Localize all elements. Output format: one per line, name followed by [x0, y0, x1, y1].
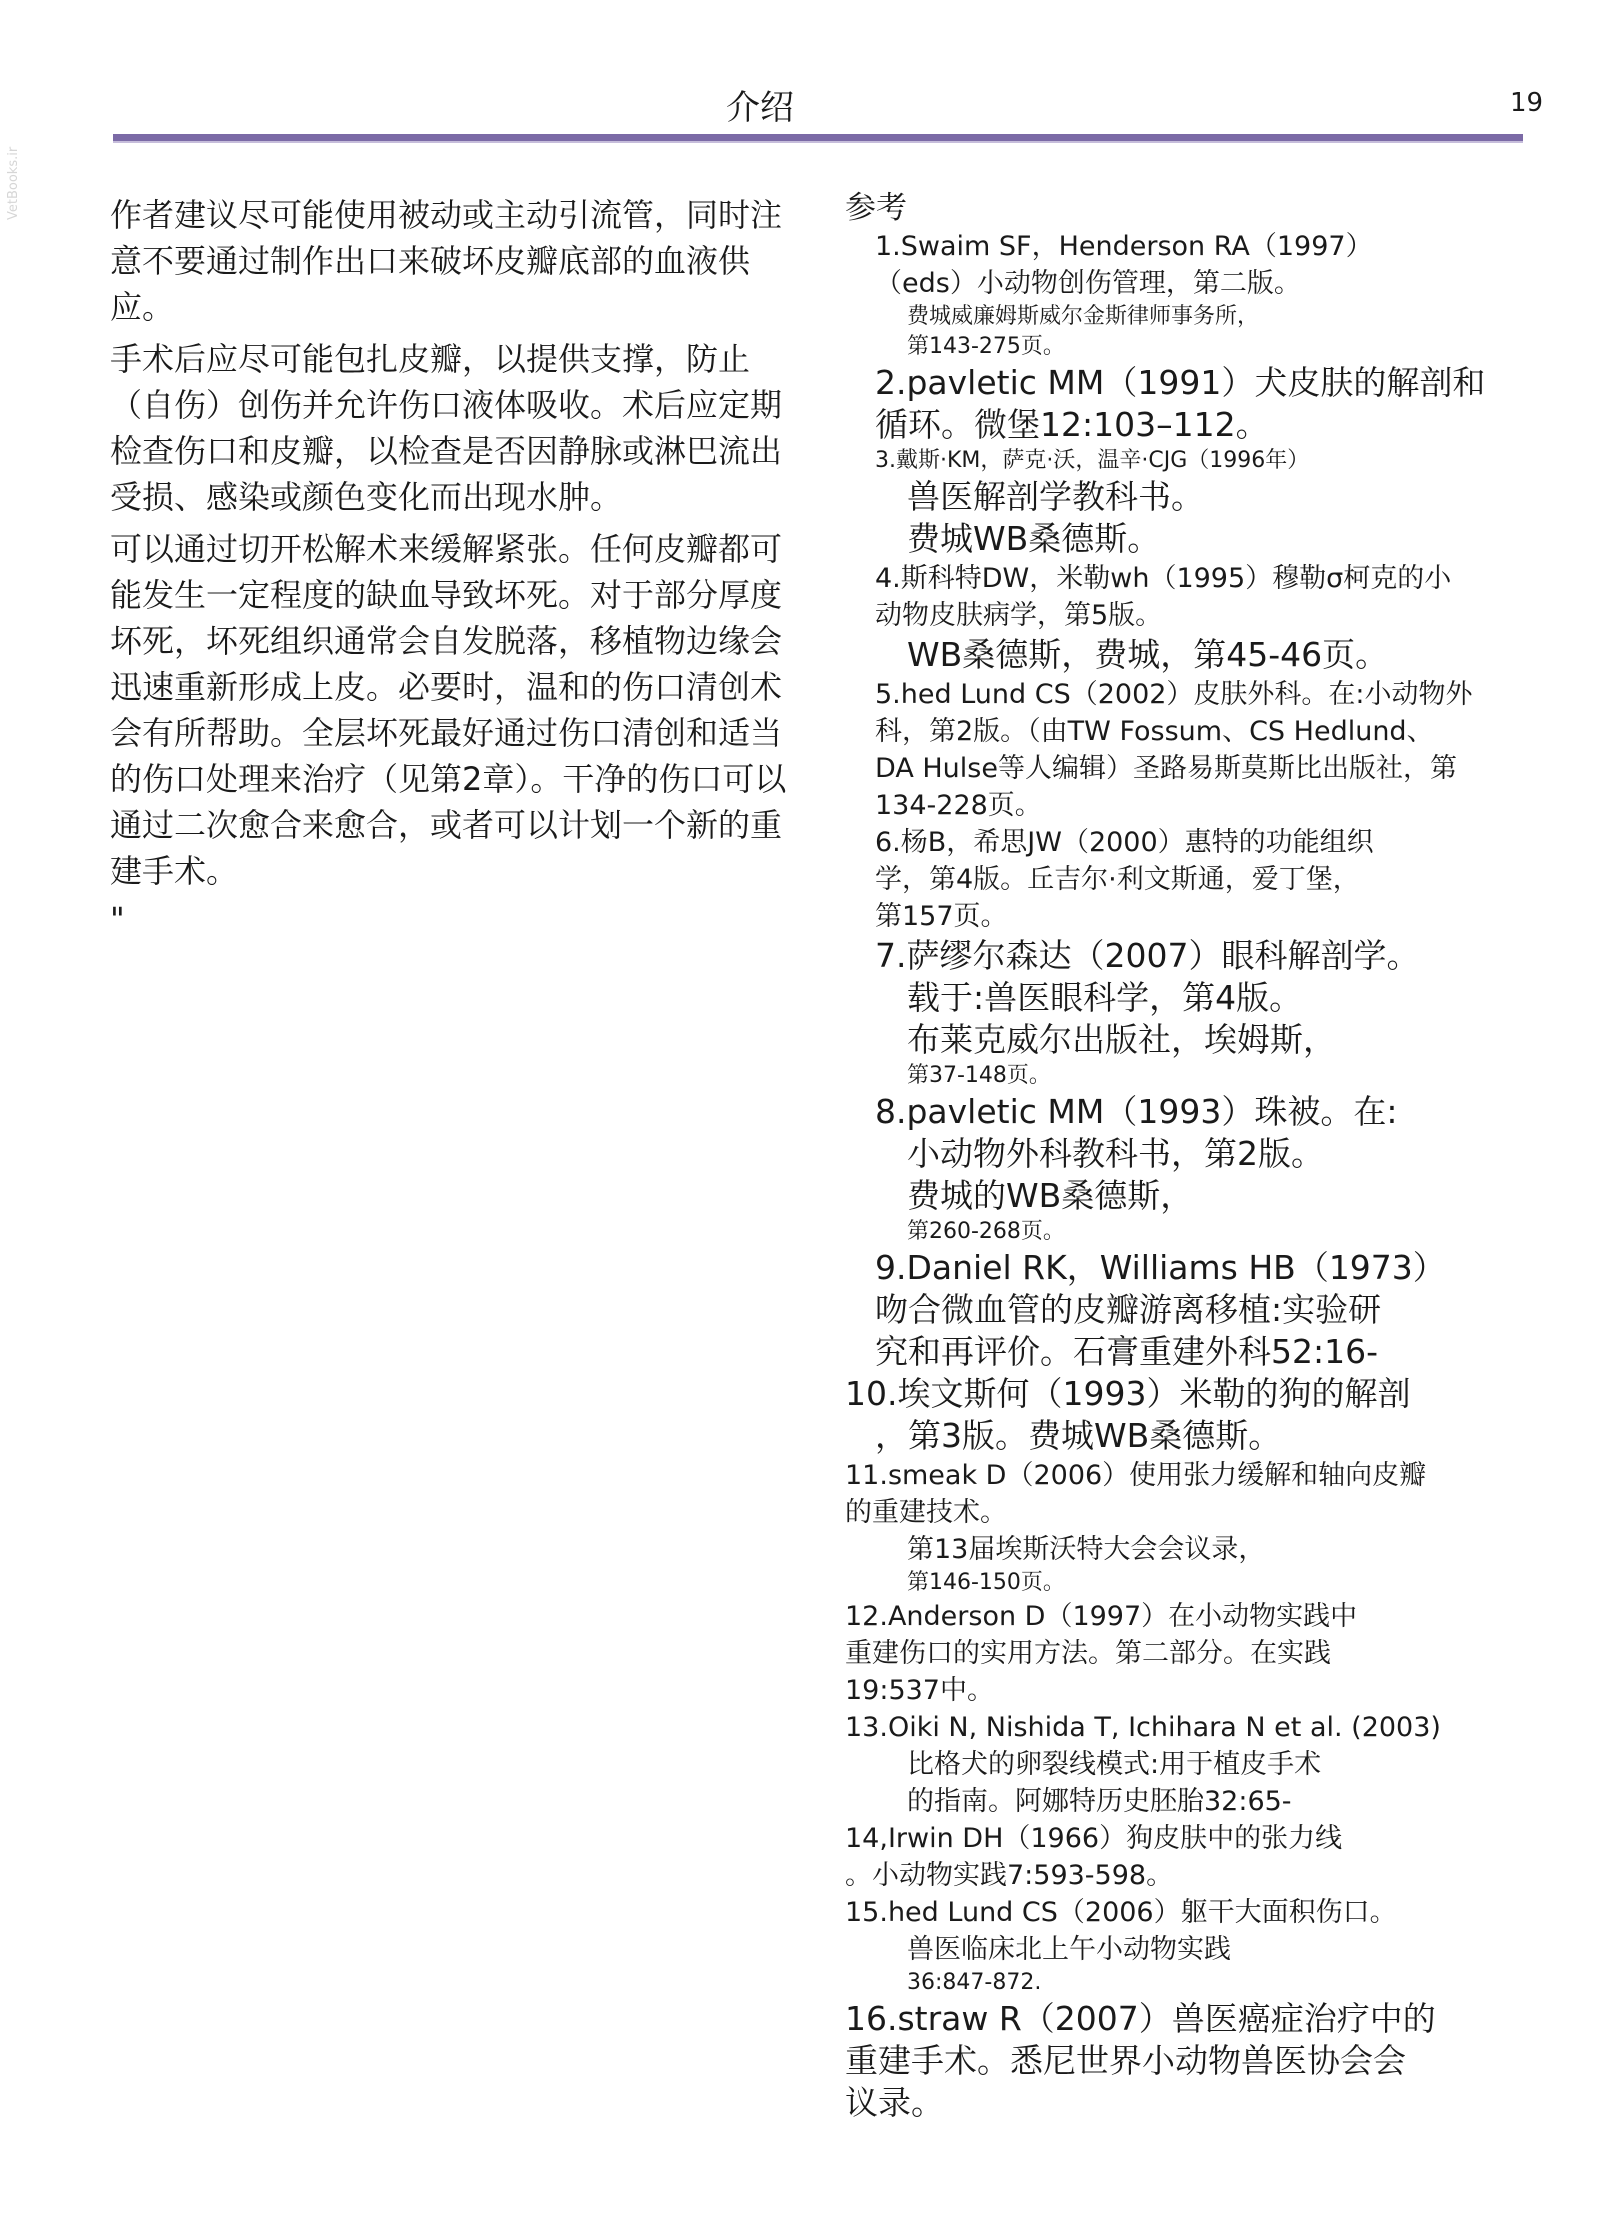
reference-line: 7.萨缪尔森达（2007）眼科解剖学。 — [875, 936, 1420, 975]
watermark: VetBooks.ir — [6, 146, 21, 220]
reference-line: 13.Oiki N, Nishida T, Ichihara N et al. (2003) — [845, 1712, 1441, 1743]
reference-item — [845, 824, 1535, 935]
reference-line: 布莱克威尔出版社，埃姆斯， — [907, 1020, 1336, 1059]
reference-line: 费城WB桑德斯。 — [907, 519, 1161, 558]
reference-item — [845, 1709, 1535, 1820]
reference-line: 36:847-872. — [907, 1970, 1042, 1995]
reference-line: 第37-148页。 — [907, 1063, 1051, 1088]
reference-line: 16.straw R（2007）兽医癌症治疗中的 — [845, 1999, 1436, 2038]
reference-line: 8.pavletic MM（1993）珠被。在: — [875, 1092, 1398, 1131]
reference-line: 3.戴斯·KM，萨克·沃，温辛·CJG（1996年） — [875, 448, 1310, 473]
paragraph: 可以通过切开松解术来缓解紧张。任何皮瓣都可能发生一定程度的缺血导致坏死。对于部分厚度坏死，坏死组织通常会自发脱落，移植物边缘会迅速重新形成上皮。必要时，温和的伤口清创术会有所帮助。全层坏死最好通过伤口清创和适当的伤口处理来治疗（见第2章）。干净的伤口可以通过二次愈合来愈合，或者可以计划一个新的重建手术。 — [110, 530, 787, 890]
reference-item — [845, 935, 1535, 1091]
paragraph: 手术后应尽可能包扎皮瓣，以提供支撑，防止（自伤）创伤并允许伤口液体吸收。术后应定期检查伤口和皮瓣，以检查是否因静脉或淋巴流出受损、感染或颜色变化而出现水肿。 — [110, 340, 783, 516]
reference-line: 9.Daniel RK，Williams HB（1973） — [875, 1248, 1446, 1287]
reference-line: 2.pavletic MM（1991）犬皮肤的解剖和 — [875, 363, 1486, 402]
reference-line: WB桑德斯，费城，第45-46页。 — [907, 635, 1389, 674]
reference-item — [845, 1598, 1535, 1709]
reference-line: 11.smeak D（2006）使用张力缓解和轴向皮瓣 — [845, 1460, 1427, 1491]
paragraph: 作者建议尽可能使用被动或主动引流管，同时注意不要通过制作出口来破坏皮瓣底部的血液供应。 — [110, 196, 783, 326]
reference-line: 第260-268页。 — [907, 1219, 1065, 1244]
reference-line: 费城的WB桑德斯， — [907, 1176, 1194, 1215]
reference-item — [845, 676, 1535, 824]
reference-line: 15.hed Lund CS（2006）躯干大面积伤口。 — [845, 1897, 1397, 1928]
reference-line: 。小动物实践7:593-598。 — [845, 1860, 1174, 1891]
reference-line: 的重建技术。 — [845, 1497, 1007, 1528]
reference-line: 6.杨B，希思JW（2000）惠特的功能组织 — [875, 827, 1374, 858]
chapter-title: 介绍 — [726, 88, 794, 128]
reference-item — [845, 228, 1535, 362]
reference-item — [845, 1091, 1535, 1247]
reference-item — [845, 1998, 1535, 2124]
reference-line: 费城威廉姆斯威尔金斯律师事务所， — [907, 304, 1260, 329]
reference-line: DA Hulse等人编辑）圣路易斯莫斯比出版社，第 — [875, 753, 1457, 784]
reference-line: （eds）小动物创伤管理，第二版。 — [875, 268, 1301, 299]
page-number: 19 — [1510, 88, 1544, 118]
reference-item — [845, 1247, 1535, 1373]
reference-line: 兽医解剖学教科书。 — [907, 477, 1204, 516]
reference-item — [845, 560, 1535, 676]
reference-line: 科，第2版。（由TW Fossum、CS Hedlund、 — [875, 716, 1434, 747]
reference-line: 第157页。 — [875, 901, 1008, 932]
reference-line: 小动物外科教科书，第2版。 — [907, 1134, 1324, 1173]
reference-line: 第146-150页。 — [907, 1570, 1065, 1595]
reference-line: 究和再评价。石膏重建外科52:16- — [875, 1332, 1379, 1371]
reference-line: 14,Irwin DH（1966）狗皮肤中的张力线 — [845, 1823, 1343, 1854]
reference-line: 比格犬的卵裂线模式:用于植皮手术 — [907, 1749, 1322, 1780]
reference-line: 第143-275页。 — [907, 334, 1065, 359]
reference-line: 1.Swaim SF，Henderson RA（1997） — [875, 231, 1373, 262]
reference-line: 重建伤口的实用方法。第二部分。在实践 — [845, 1638, 1331, 1669]
reference-line: 第13届埃斯沃特大会会议录， — [907, 1534, 1266, 1565]
reference-line: 重建手术。悉尼世界小动物兽医协会会 — [845, 2041, 1406, 2080]
reference-item — [845, 1894, 1535, 1998]
reference-line: 动物皮肤病学，第5版。 — [875, 600, 1163, 631]
reference-line: 的指南。阿娜特历史胚胎32:65- — [907, 1786, 1292, 1817]
reference-line: 吻合微血管的皮瓣游离移植:实验研 — [875, 1290, 1382, 1329]
trailing-quote-mark: " — [110, 900, 125, 938]
reference-line: 134-228页。 — [875, 790, 1042, 821]
reference-line: 4.斯科特DW，米勒wh（1995）穆勒σ柯克的小 — [875, 563, 1452, 594]
reference-item — [845, 446, 1535, 560]
body-text-column — [110, 192, 800, 942]
reference-line: 载于:兽医眼科学，第4版。 — [907, 978, 1303, 1017]
reference-item — [845, 362, 1535, 446]
reference-line: 兽医临床北上午小动物实践 — [907, 1934, 1231, 1965]
reference-item — [845, 1373, 1535, 1457]
header-rule — [113, 134, 1523, 143]
reference-line: 12.Anderson D（1997）在小动物实践中 — [845, 1601, 1358, 1632]
reference-line: 19:537中。 — [845, 1675, 994, 1706]
reference-line: 5.hed Lund CS（2002）皮肤外科。在:小动物外 — [875, 679, 1473, 710]
reference-line: 10.埃文斯何（1993）米勒的狗的解剖 — [845, 1374, 1411, 1413]
reference-line: 议录。 — [845, 2083, 944, 2122]
references-column — [845, 188, 1535, 2124]
reference-item — [845, 1457, 1535, 1598]
reference-line: ，第3版。费城WB桑德斯。 — [875, 1416, 1282, 1455]
reference-line: 学，第4版。丘吉尔·利文斯通，爱丁堡， — [875, 864, 1360, 895]
reference-item — [845, 1820, 1535, 1894]
references-heading: 参考 — [845, 190, 907, 226]
reference-line: 循环。微堡12:103–112。 — [875, 405, 1269, 444]
